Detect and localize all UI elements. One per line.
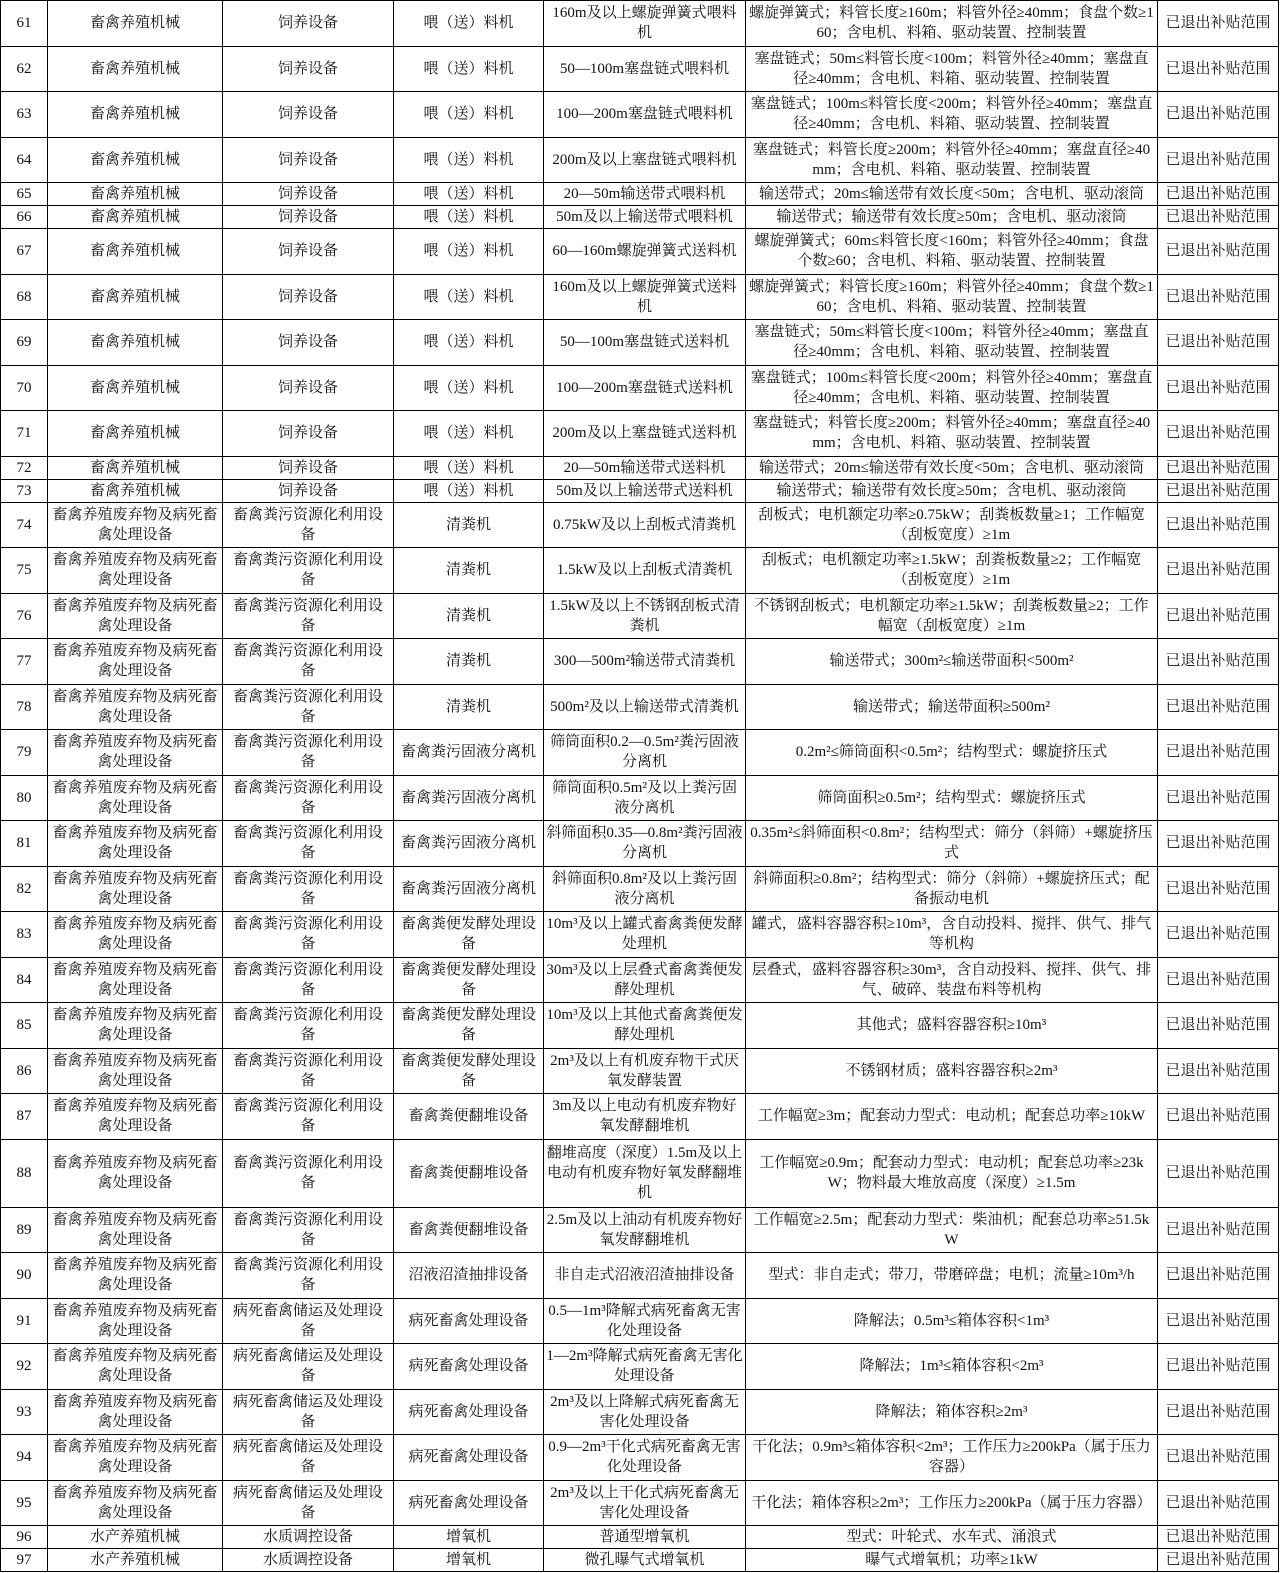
params-cell: 输送带式；输送带有效长度≥50m；含电机、驱动滚筒 [746,206,1158,228]
item-cell: 清粪机 [394,594,544,639]
category-cell: 畜禽养殖废弃物及病死畜禽处理设备 [48,912,223,957]
status-cell: 已退出补贴范围 [1158,1435,1279,1480]
category-cell: 畜禽养殖废弃物及病死畜禽处理设备 [48,1481,223,1526]
grade-cell: 2.5m及以上油动有机废弃物好氧发酵翻堆机 [544,1208,746,1253]
params-cell: 塞盘链式；100m≤料管长度<200m；料管外径≥40mm；塞盘直径≥40mm；含电机、料箱、驱动装置、控制装置 [746,366,1158,411]
row-number-cell: 89 [1,1208,48,1253]
subcategory-cell: 病死畜禽储运及处理设备 [223,1390,394,1435]
row-number-cell: 81 [1,821,48,866]
item-cell: 喂（送）料机 [394,366,544,411]
subcategory-cell: 饲养设备 [223,320,394,365]
category-cell: 畜禽养殖机械 [48,457,223,479]
subcategory-cell: 饲养设备 [223,206,394,228]
table-row [1,229,1279,275]
category-cell: 畜禽养殖机械 [48,275,223,320]
table-row [1,503,1279,549]
item-cell: 喂（送）料机 [394,229,544,274]
subcategory-cell: 畜禽粪污资源化利用设备 [223,958,394,1003]
row-number-cell: 95 [1,1481,48,1526]
row-number-cell: 90 [1,1253,48,1298]
table-row [1,366,1279,412]
table-row [1,457,1279,480]
status-cell: 已退出补贴范围 [1158,1208,1279,1253]
status-cell: 已退出补贴范围 [1158,1140,1279,1207]
params-cell: 曝气式增氧机；功率≥1kW [746,1549,1158,1571]
grade-cell: 10m³及以上其他式畜禽粪便发酵处理机 [544,1003,746,1048]
status-cell: 已退出补贴范围 [1158,138,1279,183]
table-row [1,138,1279,184]
subcategory-cell: 病死畜禽储运及处理设备 [223,1435,394,1480]
params-cell: 降解法；箱体容积≥2m³ [746,1390,1158,1435]
category-cell: 畜禽养殖废弃物及病死畜禽处理设备 [48,1208,223,1253]
item-cell: 喂（送）料机 [394,138,544,183]
status-cell: 已退出补贴范围 [1158,229,1279,274]
grade-cell: 200m及以上塞盘链式喂料机 [544,138,746,183]
table-row [1,183,1279,206]
category-cell: 畜禽养殖机械 [48,366,223,411]
row-number-cell: 92 [1,1344,48,1389]
subcategory-cell: 饲养设备 [223,1,394,46]
table-row [1,776,1279,822]
category-cell: 畜禽养殖废弃物及病死畜禽处理设备 [48,1390,223,1435]
grade-cell: 0.9—2m³干化式病死畜禽无害化处理设备 [544,1435,746,1480]
item-cell: 增氧机 [394,1526,544,1548]
params-cell: 罐式，盛料容器容积≥10m³，含自动投料、搅拌、供气、排气等机构 [746,912,1158,957]
params-cell: 输送带式；20m≤输送带有效长度<50m；含电机、驱动滚筒 [746,457,1158,479]
category-cell: 畜禽养殖废弃物及病死畜禽处理设备 [48,548,223,593]
params-cell: 刮板式；电机额定功率≥0.75kW；刮粪板数量≥1；工作幅宽（刮板宽度）≥1m [746,503,1158,548]
item-cell: 畜禽粪便翻堆设备 [394,1094,544,1139]
subcategory-cell: 饲养设备 [223,92,394,137]
status-cell: 已退出补贴范围 [1158,1549,1279,1571]
item-cell: 畜禽粪便发酵处理设备 [394,1003,544,1048]
status-cell: 已退出补贴范围 [1158,47,1279,92]
category-cell: 畜禽养殖机械 [48,480,223,502]
subcategory-cell: 饲养设备 [223,47,394,92]
table-row [1,1,1279,47]
status-cell: 已退出补贴范围 [1158,730,1279,775]
grade-cell: 1—2m³降解式病死畜禽无害化处理设备 [544,1344,746,1389]
params-cell: 不锈钢材质；盛料容器容积≥2m³ [746,1049,1158,1094]
status-cell: 已退出补贴范围 [1158,1253,1279,1298]
params-cell: 型式：叶轮式、水车式、涌浪式 [746,1526,1158,1548]
subcategory-cell: 水质调控设备 [223,1526,394,1548]
params-cell: 输送带式；300m²≤输送带面积<500m² [746,639,1158,684]
category-cell: 畜禽养殖机械 [48,138,223,183]
status-cell: 已退出补贴范围 [1158,776,1279,821]
table-row [1,639,1279,685]
item-cell: 清粪机 [394,548,544,593]
grade-cell: 2m³及以上降解式病死畜禽无害化处理设备 [544,1390,746,1435]
grade-cell: 10m³及以上罐式畜禽粪便发酵处理机 [544,912,746,957]
row-number-cell: 94 [1,1435,48,1480]
item-cell: 喂（送）料机 [394,1,544,46]
row-number-cell: 66 [1,206,48,228]
item-cell: 喂（送）料机 [394,47,544,92]
grade-cell: 0.5—1m³降解式病死畜禽无害化处理设备 [544,1299,746,1344]
grade-cell: 20—50m输送带式送料机 [544,457,746,479]
row-number-cell: 77 [1,639,48,684]
item-cell: 畜禽粪便翻堆设备 [394,1208,544,1253]
status-cell: 已退出补贴范围 [1158,1094,1279,1139]
subcategory-cell: 饲养设备 [223,229,394,274]
category-cell: 畜禽养殖废弃物及病死畜禽处理设备 [48,1094,223,1139]
table-row [1,1435,1279,1481]
grade-cell: 2m³及以上有机废弃物干式厌氧发酵装置 [544,1049,746,1094]
item-cell: 清粪机 [394,639,544,684]
category-cell: 畜禽养殖废弃物及病死畜禽处理设备 [48,776,223,821]
subcategory-cell: 畜禽粪污资源化利用设备 [223,548,394,593]
status-cell: 已退出补贴范围 [1158,1481,1279,1526]
category-cell: 畜禽养殖废弃物及病死畜禽处理设备 [48,594,223,639]
category-cell: 畜禽养殖机械 [48,1,223,46]
category-cell: 畜禽养殖机械 [48,320,223,365]
grade-cell: 100—200m塞盘链式喂料机 [544,92,746,137]
status-cell: 已退出补贴范围 [1158,1299,1279,1344]
table-row [1,1049,1279,1095]
status-cell: 已退出补贴范围 [1158,639,1279,684]
item-cell: 畜禽粪污固液分离机 [394,867,544,912]
params-cell: 塞盘链式；50m≤料管长度<100m；料管外径≥40mm；塞盘直径≥40mm；含电机、料箱、驱动装置、控制装置 [746,47,1158,92]
row-number-cell: 79 [1,730,48,775]
row-number-cell: 85 [1,1003,48,1048]
subcategory-cell: 畜禽粪污资源化利用设备 [223,776,394,821]
row-number-cell: 69 [1,320,48,365]
row-number-cell: 67 [1,229,48,274]
params-cell: 0.2m²≤筛筒面积<0.5m²；结构型式：螺旋挤压式 [746,730,1158,775]
table-row [1,594,1279,640]
item-cell: 病死畜禽处理设备 [394,1435,544,1480]
status-cell: 已退出补贴范围 [1158,867,1279,912]
params-cell: 干化法；箱体容积≥2m³；工作压力≥200kPa（属于压力容器） [746,1481,1158,1526]
item-cell: 喂（送）料机 [394,206,544,228]
row-number-cell: 97 [1,1549,48,1571]
subcategory-cell: 饲养设备 [223,138,394,183]
params-cell: 斜筛面积≥0.8m²；结构型式：筛分（斜筛）+螺旋挤压式；配备振动电机 [746,867,1158,912]
row-number-cell: 82 [1,867,48,912]
item-cell: 畜禽粪污固液分离机 [394,821,544,866]
grade-cell: 200m及以上塞盘链式送料机 [544,411,746,456]
item-cell: 喂（送）料机 [394,275,544,320]
item-cell: 畜禽粪污固液分离机 [394,730,544,775]
item-cell: 畜禽粪便发酵处理设备 [394,958,544,1003]
params-cell: 螺旋弹簧式；60m≤料管长度<160m；料管外径≥40mm；食盘个数≥60；含电机、料箱、驱动装置、控制装置 [746,229,1158,274]
params-cell: 螺旋弹簧式；料管长度≥160m；料管外径≥40mm；食盘个数≥160；含电机、料箱、驱动装置、控制装置 [746,275,1158,320]
table-row [1,912,1279,958]
row-number-cell: 68 [1,275,48,320]
table-row [1,92,1279,138]
status-cell: 已退出补贴范围 [1158,548,1279,593]
category-cell: 畜禽养殖废弃物及病死畜禽处理设备 [48,685,223,730]
row-number-cell: 88 [1,1140,48,1207]
status-cell: 已退出补贴范围 [1158,92,1279,137]
table-row [1,275,1279,321]
category-cell: 畜禽养殖机械 [48,47,223,92]
params-cell: 输送带式；输送带有效长度≥50m；含电机、驱动滚筒 [746,480,1158,502]
subcategory-cell: 畜禽粪污资源化利用设备 [223,821,394,866]
row-number-cell: 72 [1,457,48,479]
params-cell: 不锈钢刮板式；电机额定功率≥1.5kW；刮粪板数量≥2；工作幅宽（刮板宽度）≥1m [746,594,1158,639]
status-cell: 已退出补贴范围 [1158,1,1279,46]
subcategory-cell: 饲养设备 [223,480,394,502]
params-cell: 0.35m²≤斜筛面积<0.8m²；结构型式：筛分（斜筛）+螺旋挤压式 [746,821,1158,866]
grade-cell: 2m³及以上干化式病死畜禽无害化处理设备 [544,1481,746,1526]
subcategory-cell: 畜禽粪污资源化利用设备 [223,867,394,912]
grade-cell: 微孔曝气式增氧机 [544,1549,746,1571]
grade-cell: 普通型增氧机 [544,1526,746,1548]
table-row [1,867,1279,913]
category-cell: 畜禽养殖废弃物及病死畜禽处理设备 [48,1253,223,1298]
category-cell: 畜禽养殖废弃物及病死畜禽处理设备 [48,503,223,548]
subcategory-cell: 病死畜禽储运及处理设备 [223,1344,394,1389]
grade-cell: 1.5kW及以上不锈钢刮板式清粪机 [544,594,746,639]
row-number-cell: 74 [1,503,48,548]
row-number-cell: 61 [1,1,48,46]
params-cell: 塞盘链式；料管长度≥200m；料管外径≥40mm；塞盘直径≥40mm；含电机、料箱、驱动装置、控制装置 [746,411,1158,456]
status-cell: 已退出补贴范围 [1158,1390,1279,1435]
row-number-cell: 73 [1,480,48,502]
item-cell: 畜禽粪便翻堆设备 [394,1140,544,1207]
category-cell: 畜禽养殖机械 [48,229,223,274]
table-row [1,685,1279,731]
grade-cell: 50m及以上输送带式送料机 [544,480,746,502]
item-cell: 增氧机 [394,1549,544,1571]
status-cell: 已退出补贴范围 [1158,503,1279,548]
subcategory-cell: 饲养设备 [223,275,394,320]
item-cell: 畜禽粪污固液分离机 [394,776,544,821]
table-row [1,1344,1279,1390]
params-cell: 输送带式；20m≤输送带有效长度<50m；含电机、驱动滚筒 [746,183,1158,205]
grade-cell: 筛筒面积0.5m²及以上粪污固液分离机 [544,776,746,821]
status-cell: 已退出补贴范围 [1158,320,1279,365]
params-cell: 刮板式；电机额定功率≥1.5kW；刮粪板数量≥2；工作幅宽（刮板宽度）≥1m [746,548,1158,593]
params-cell: 其他式；盛料容器容积≥10m³ [746,1003,1158,1048]
category-cell: 畜禽养殖废弃物及病死畜禽处理设备 [48,821,223,866]
category-cell: 畜禽养殖废弃物及病死畜禽处理设备 [48,867,223,912]
params-cell: 层叠式，盛料容器容积≥30m³，含自动投料、搅拌、供气、排气、破碎、装盘布料等机构 [746,958,1158,1003]
item-cell: 喂（送）料机 [394,92,544,137]
grade-cell: 160m及以上螺旋弹簧式喂料机 [544,1,746,46]
row-number-cell: 93 [1,1390,48,1435]
params-cell: 工作幅宽≥3m；配套动力型式：电动机；配套总功率≥10kW [746,1094,1158,1139]
category-cell: 水产养殖机械 [48,1549,223,1571]
status-cell: 已退出补贴范围 [1158,411,1279,456]
table-row [1,1003,1279,1049]
row-number-cell: 75 [1,548,48,593]
subcategory-cell: 病死畜禽储运及处理设备 [223,1299,394,1344]
subcategory-cell: 饲养设备 [223,457,394,479]
status-cell: 已退出补贴范围 [1158,685,1279,730]
grade-cell: 160m及以上螺旋弹簧式送料机 [544,275,746,320]
item-cell: 沼液沼渣抽排设备 [394,1253,544,1298]
table-row [1,958,1279,1004]
table-row [1,1390,1279,1436]
category-cell: 畜禽养殖机械 [48,183,223,205]
params-cell: 输送带式；输送带面积≥500m² [746,685,1158,730]
row-number-cell: 78 [1,685,48,730]
table-row [1,1549,1279,1572]
status-cell: 已退出补贴范围 [1158,480,1279,502]
subcategory-cell: 病死畜禽储运及处理设备 [223,1481,394,1526]
row-number-cell: 83 [1,912,48,957]
subcategory-cell: 畜禽粪污资源化利用设备 [223,1208,394,1253]
params-cell: 工作幅宽≥0.9m；配套动力型式：电动机；配套总功率≥23kW；物料最大堆放高度（深度）≥1.5m [746,1140,1158,1207]
item-cell: 病死畜禽处理设备 [394,1481,544,1526]
subcategory-cell: 畜禽粪污资源化利用设备 [223,912,394,957]
grade-cell: 50—100m塞盘链式喂料机 [544,47,746,92]
table-row [1,206,1279,229]
row-number-cell: 70 [1,366,48,411]
grade-cell: 50m及以上输送带式喂料机 [544,206,746,228]
category-cell: 畜禽养殖废弃物及病死畜禽处理设备 [48,730,223,775]
subcategory-cell: 饲养设备 [223,183,394,205]
category-cell: 畜禽养殖废弃物及病死畜禽处理设备 [48,1049,223,1094]
row-number-cell: 87 [1,1094,48,1139]
table-row [1,1253,1279,1299]
table-row [1,1140,1279,1208]
grade-cell: 30m³及以上层叠式畜禽粪便发酵处理机 [544,958,746,1003]
status-cell: 已退出补贴范围 [1158,1003,1279,1048]
params-cell: 筛筒面积≥0.5m²；结构型式：螺旋挤压式 [746,776,1158,821]
status-cell: 已退出补贴范围 [1158,958,1279,1003]
row-number-cell: 64 [1,138,48,183]
params-cell: 塞盘链式；料管长度≥200m；料管外径≥40mm；塞盘直径≥40mm；含电机、料箱、驱动装置、控制装置 [746,138,1158,183]
subcategory-cell: 畜禽粪污资源化利用设备 [223,594,394,639]
subcategory-cell: 水质调控设备 [223,1549,394,1571]
grade-cell: 50—100m塞盘链式送料机 [544,320,746,365]
item-cell: 喂（送）料机 [394,457,544,479]
item-cell: 清粪机 [394,503,544,548]
params-cell: 螺旋弹簧式；料管长度≥160m；料管外径≥40mm；食盘个数≥160；含电机、料箱、驱动装置、控制装置 [746,1,1158,46]
grade-cell: 斜筛面积0.35—0.8m²粪污固液分离机 [544,821,746,866]
status-cell: 已退出补贴范围 [1158,821,1279,866]
subcategory-cell: 畜禽粪污资源化利用设备 [223,1253,394,1298]
grade-cell: 斜筛面积0.8m²及以上粪污固液分离机 [544,867,746,912]
table-row [1,730,1279,776]
row-number-cell: 96 [1,1526,48,1548]
item-cell: 喂（送）料机 [394,183,544,205]
grade-cell: 筛筒面积0.2—0.5m²粪污固液分离机 [544,730,746,775]
status-cell: 已退出补贴范围 [1158,206,1279,228]
status-cell: 已退出补贴范围 [1158,1344,1279,1389]
item-cell: 病死畜禽处理设备 [394,1390,544,1435]
item-cell: 喂（送）料机 [394,480,544,502]
params-cell: 降解法；0.5m³≤箱体容积<1m³ [746,1299,1158,1344]
grade-cell: 翻堆高度（深度）1.5m及以上电动有机废弃物好氧发酵翻堆机 [544,1140,746,1207]
subcategory-cell: 畜禽粪污资源化利用设备 [223,730,394,775]
row-number-cell: 63 [1,92,48,137]
grade-cell: 1.5kW及以上刮板式清粪机 [544,548,746,593]
grade-cell: 0.75kW及以上刮板式清粪机 [544,503,746,548]
table-row [1,548,1279,594]
row-number-cell: 62 [1,47,48,92]
status-cell: 已退出补贴范围 [1158,457,1279,479]
status-cell: 已退出补贴范围 [1158,1526,1279,1548]
subcategory-cell: 畜禽粪污资源化利用设备 [223,1049,394,1094]
subcategory-cell: 畜禽粪污资源化利用设备 [223,1140,394,1207]
row-number-cell: 71 [1,411,48,456]
item-cell: 清粪机 [394,685,544,730]
item-cell: 喂（送）料机 [394,320,544,365]
table-row [1,47,1279,93]
row-number-cell: 91 [1,1299,48,1344]
table-row [1,1094,1279,1140]
subcategory-cell: 饲养设备 [223,366,394,411]
item-cell: 畜禽粪便发酵处理设备 [394,912,544,957]
item-cell: 病死畜禽处理设备 [394,1299,544,1344]
category-cell: 畜禽养殖废弃物及病死畜禽处理设备 [48,1140,223,1207]
category-cell: 畜禽养殖机械 [48,206,223,228]
row-number-cell: 80 [1,776,48,821]
grade-cell: 非自走式沼液沼渣抽排设备 [544,1253,746,1298]
category-cell: 水产养殖机械 [48,1526,223,1548]
table-row [1,320,1279,366]
item-cell: 病死畜禽处理设备 [394,1344,544,1389]
params-cell: 降解法；1m³≤箱体容积<2m³ [746,1344,1158,1389]
grade-cell: 3m及以上电动有机废弃物好氧发酵翻堆机 [544,1094,746,1139]
table-row [1,821,1279,867]
status-cell: 已退出补贴范围 [1158,183,1279,205]
item-cell: 畜禽粪便发酵处理设备 [394,1049,544,1094]
grade-cell: 500m²及以上输送带式清粪机 [544,685,746,730]
row-number-cell: 84 [1,958,48,1003]
row-number-cell: 76 [1,594,48,639]
category-cell: 畜禽养殖废弃物及病死畜禽处理设备 [48,639,223,684]
grade-cell: 100—200m塞盘链式送料机 [544,366,746,411]
item-cell: 喂（送）料机 [394,411,544,456]
subcategory-cell: 畜禽粪污资源化利用设备 [223,685,394,730]
category-cell: 畜禽养殖废弃物及病死畜禽处理设备 [48,1003,223,1048]
table-row [1,411,1279,457]
table-row [1,1299,1279,1345]
subcategory-cell: 畜禽粪污资源化利用设备 [223,1003,394,1048]
category-cell: 畜禽养殖废弃物及病死畜禽处理设备 [48,1299,223,1344]
params-cell: 型式：非自走式；带刀，带磨碎盘；电机；流量≥10m³/h [746,1253,1158,1298]
status-cell: 已退出补贴范围 [1158,1049,1279,1094]
params-cell: 塞盘链式；100m≤料管长度<200m；料管外径≥40mm；塞盘直径≥40mm；含电机、料箱、驱动装置、控制装置 [746,92,1158,137]
category-cell: 畜禽养殖废弃物及病死畜禽处理设备 [48,958,223,1003]
params-cell: 塞盘链式；50m≤料管长度<100m；料管外径≥40mm；塞盘直径≥40mm；含电机、料箱、驱动装置、控制装置 [746,320,1158,365]
status-cell: 已退出补贴范围 [1158,366,1279,411]
status-cell: 已退出补贴范围 [1158,275,1279,320]
subcategory-cell: 畜禽粪污资源化利用设备 [223,639,394,684]
grade-cell: 60—160m螺旋弹簧式送料机 [544,229,746,274]
subcategory-cell: 畜禽粪污资源化利用设备 [223,503,394,548]
category-cell: 畜禽养殖机械 [48,92,223,137]
grade-cell: 300—500m²输送带式清粪机 [544,639,746,684]
status-cell: 已退出补贴范围 [1158,912,1279,957]
table-row [1,1208,1279,1254]
row-number-cell: 65 [1,183,48,205]
grade-cell: 20—50m输送带式喂料机 [544,183,746,205]
category-cell: 畜禽养殖废弃物及病死畜禽处理设备 [48,1435,223,1480]
table-row [1,1526,1279,1549]
row-number-cell: 86 [1,1049,48,1094]
status-cell: 已退出补贴范围 [1158,594,1279,639]
table-row [1,480,1279,503]
table-row [1,1481,1279,1527]
params-cell: 干化法；0.9m³≤箱体容积<2m³；工作压力≥200kPa（属于压力容器） [746,1435,1158,1480]
subcategory-cell: 畜禽粪污资源化利用设备 [223,1094,394,1139]
category-cell: 畜禽养殖机械 [48,411,223,456]
params-cell: 工作幅宽≥2.5m；配套动力型式：柴油机；配套总功率≥51.5kW [746,1208,1158,1253]
category-cell: 畜禽养殖废弃物及病死畜禽处理设备 [48,1344,223,1389]
subcategory-cell: 饲养设备 [223,411,394,456]
